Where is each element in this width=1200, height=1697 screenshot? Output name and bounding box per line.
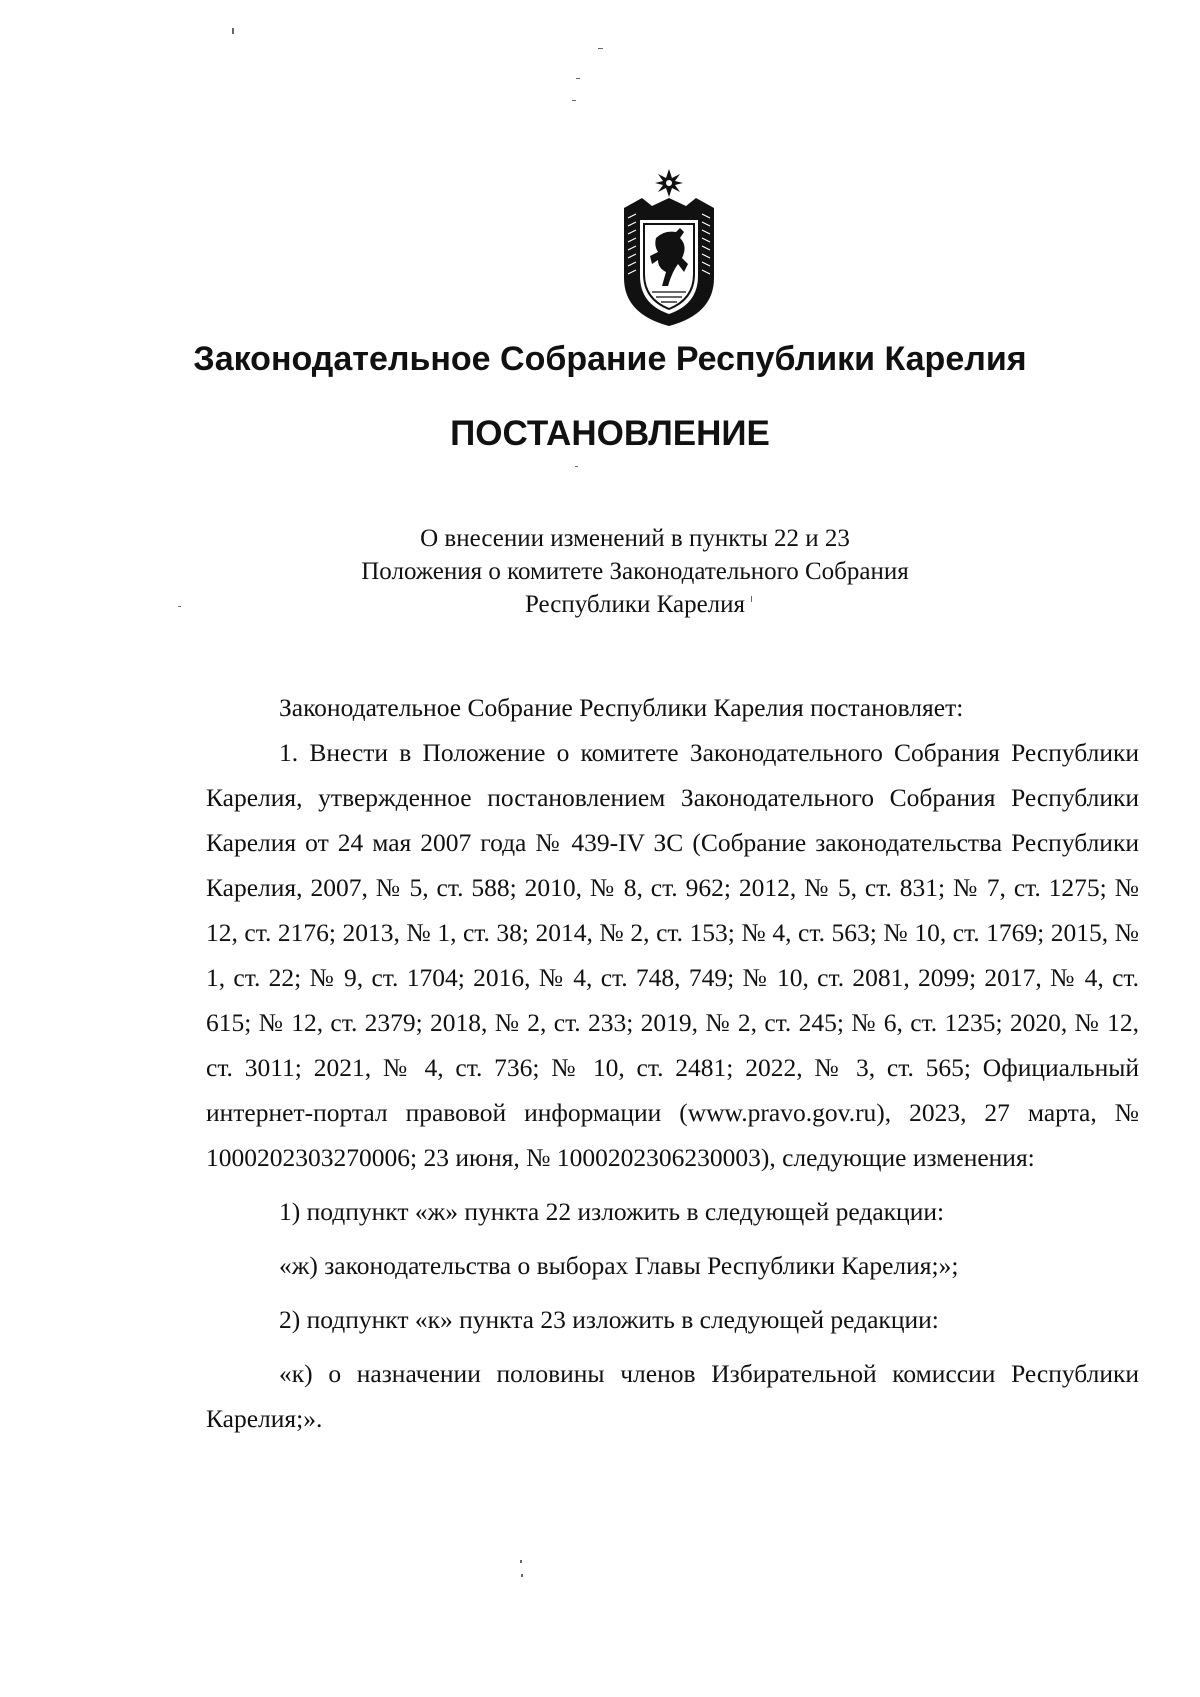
amendment-text: «ж) законодательства о выборах Главы Республики Карелия;»; — [279, 1251, 959, 1280]
clause-paragraph: 1. Внести в Положение о комитете Законодательного Собрания Республики Карелия, утвержденное постановлением Законодательного Собрания Республики Карелия от 24 мая 2007 года № 439-IV ЗС (Собрание законодательства Республики Карелия, 2007, № 5, ст. 588; 2010, № 8, ст. 962; 2012, № 5, ст. 831; № 7, ст. 1275; № 12, ст. 2176; 2013, № 1, ст. 38; 2014, № 2, ст. 153; № 4, ст. 563; № 10, ст. 1769; 2015, № 1, ст. 22; № 9, ст. 1704; 2016, № 4, ст. 748, 749; № 10, ст. 2081, 2099; 2017, № 4, ст. 615; № 12, ст. 2379; 2018, № 2, ст. 233; 2019, № 2, ст. 245; № 6, ст. 1235; 2020, № 12, ст. 3011; 2021, № 4, ст. 736; № 10, ст. 2481; 2022, № 3, ст. 565; Официальный интернет-портал правовой информации (www.pravo.gov.ru), 2023, 27 марта, № 1000202303270006; 23 июня, № 1000202306230003), следующие изменения: — [206, 738, 1139, 1172]
karelia-coat-of-arms-icon — [618, 168, 720, 328]
amendment-text: «к) о назначении половины членов Избирательной комиссии Республики Карелия;». — [206, 1359, 1139, 1433]
document-type-heading: ПОСТАНОВЛЕНИЕ — [450, 414, 770, 453]
amendment-item: 2) подпункт «к» пункта 23 изложить в следующей редакции: — [279, 1305, 939, 1334]
subject-line: О внесении изменений в пункты 22 и 23 — [420, 525, 850, 552]
preamble-paragraph: Законодательное Собрание Республики Карелия постановляет: — [279, 693, 964, 722]
document-subject — [0, 522, 1200, 621]
subject-line: Положения о комитете Законодательного Собрания — [361, 558, 909, 585]
organization-title: Законодательное Собрание Республики Карелия — [193, 340, 1027, 378]
subject-line: Республики Карелия — [524, 591, 746, 618]
document-body — [206, 685, 1139, 1441]
amendment-item: 1) подпункт «ж» пункта 22 изложить в следующей редакции: — [279, 1197, 945, 1226]
